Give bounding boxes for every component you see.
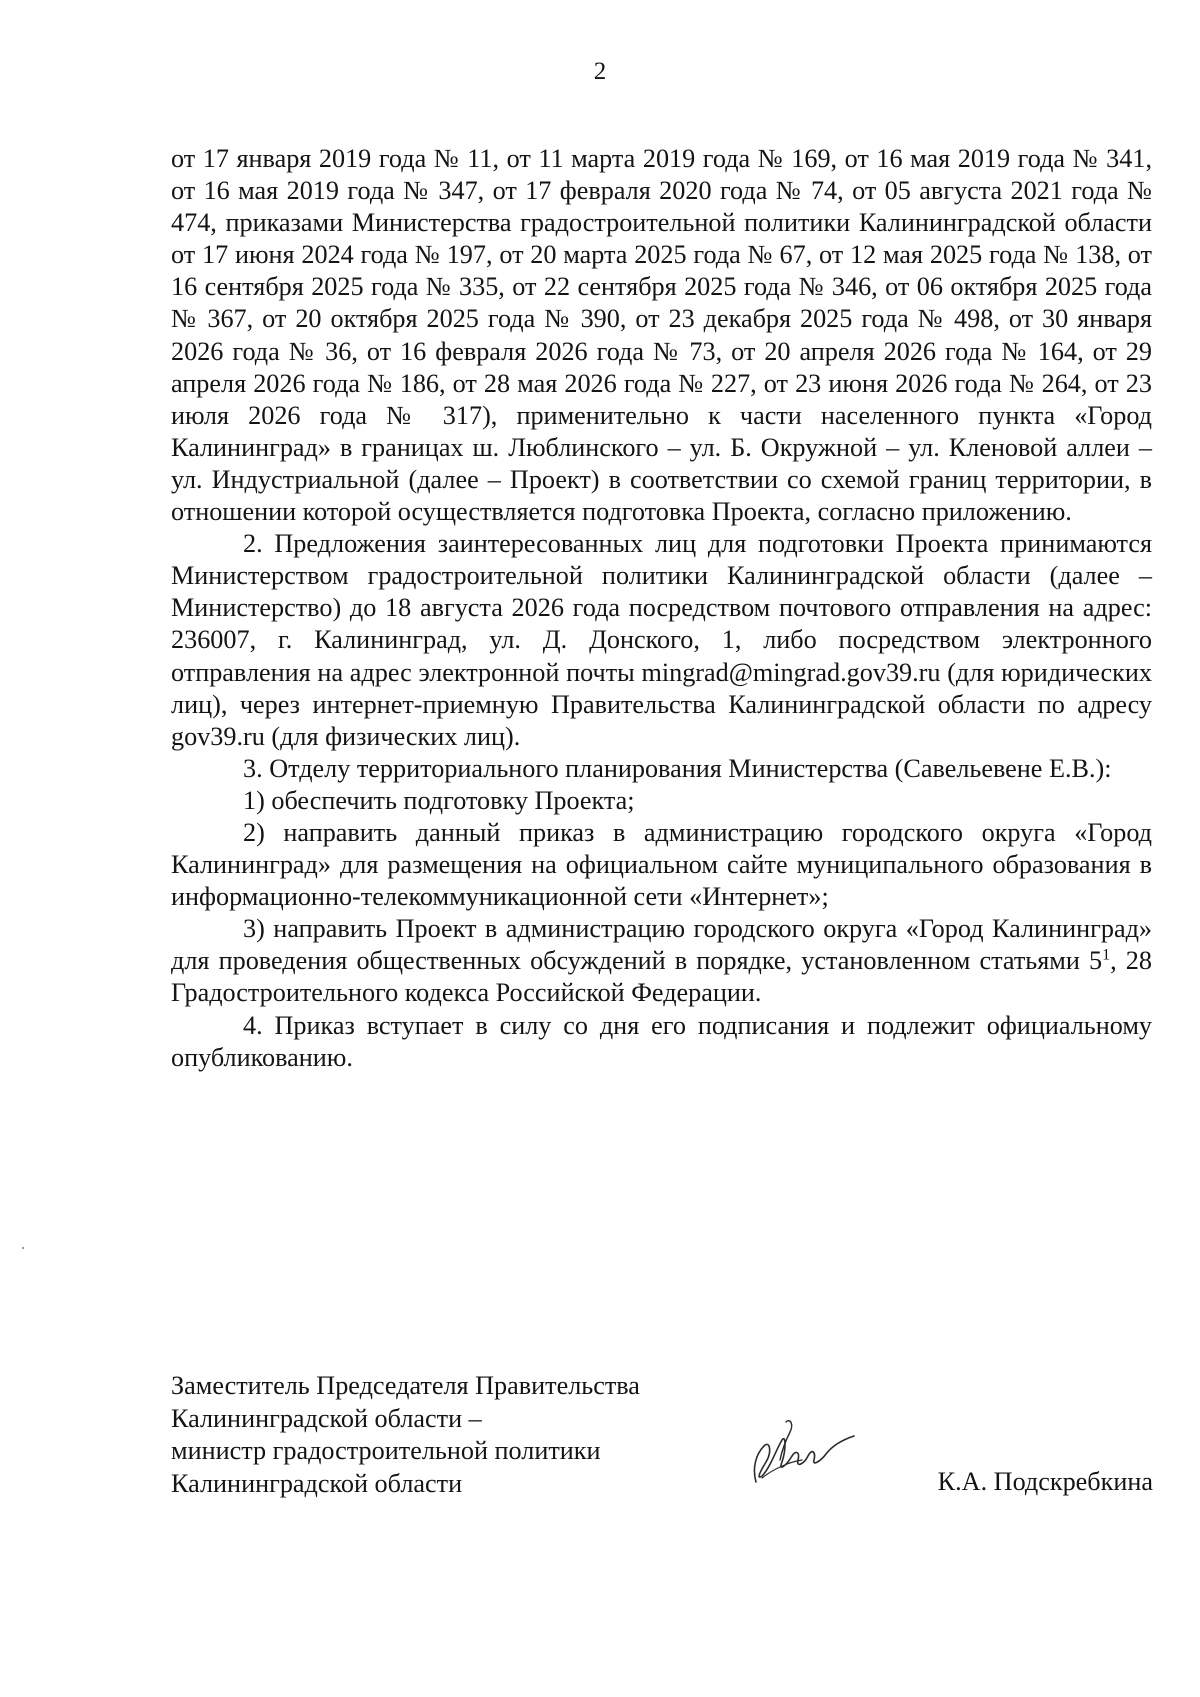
signer-name: К.А. Подскребкина: [937, 1467, 1153, 1496]
paragraph-4: 4. Приказ вступает в силу со дня его подписания и подлежит официальному опубликованию.: [171, 1010, 1152, 1072]
scan-speck: [22, 1247, 24, 1249]
signer-title-line-2: Калининградской области –: [171, 1403, 482, 1433]
signer-title-line-4: Калининградской области: [171, 1468, 463, 1498]
item-3-text-after: , 28 Градостроительного кодекса Российской Федерации.: [171, 946, 1152, 1008]
signer-title-line-1: Заместитель Председателя Правительства: [171, 1371, 640, 1400]
paragraph-3-item-1: 1) обеспечить подготовку Проекта;: [243, 785, 635, 815]
handwritten-signature: [742, 1410, 862, 1490]
signer-title-block: [171, 1370, 640, 1500]
page-number: 2: [593, 58, 607, 85]
signer-title-line-3: министр градостроительной политики: [171, 1436, 601, 1465]
item-3-superscript: 1: [1102, 946, 1111, 964]
paragraph-3-item-2: 2) направить данный приказ в администрацию городского округа «Город Калининград» для размещения на официальном сайте муниципального образования в информационно-телекоммуникационной сети «Интернет»;: [171, 817, 1152, 912]
item-3-text-before: 3) направить Проект в администрацию городского округа «Город Калининград» для проведения общественных обсуждений в порядке, установленном статьями 5: [171, 914, 1152, 976]
document-body: [171, 143, 1152, 1074]
paragraph-3-item-3: [171, 913, 1152, 1009]
paragraph-2: 2. Предложения заинтересованных лиц для подготовки Проекта принимаются Министерством градостроительной политики Калининградской области (далее – Министерство) до 18 августа 2026 года посредством почтового отправления на адрес: 236007, г. Калининград, ул. Д. Донского, 1, либо посредством электронного отправления на адрес электронной почты mingrad@mingrad.gov39.ru (для юридических лиц), через интернет-приемную Правительства Калининградской области по адресу gov39.ru (для физических лиц).: [171, 529, 1152, 751]
paragraph-1-continuation: от 17 января 2019 года № 11, от 11 марта 2019 года № 169, от 16 мая 2019 года № 341, от 16 мая 2019 года № 347, от 17 февраля 2020 года № 74, от 05 августа 2021 года № 474, приказами Министерства градостроительной политики Калининградской области от 17 июня 2024 года № 197, от 20 марта 2025 года № 67, от 12 мая 2025 года № 138, от 16 сентября 2025 года № 335, от 22 сентября 2025 года № 346, от 06 октября 2025 года № 367, от 20 октября 2025 года № 390, от 23 декабря 2025 года № 498, от 30 января 2026 года № 36, от 16 февраля 2026 года № 73, от 20 апреля 2026 года № 164, от 29 апреля 2026 года № 186, от 28 мая 2026 года № 227, от 23 июня 2026 года № 264, от 23 июля 2026 года № 317), применительно к части населенного пункта «Город Калининград» в границах ш. Люблинского – ул. Б. Окружной – ул. Кленовой аллеи – ул. Индустриальной (далее – Проект) в соответствии со схемой границ территории, в отношении которой осуществляется подготовка Проекта, согласно приложению.: [171, 144, 1152, 527]
paragraph-3: 3. Отделу территориального планирования Министерства (Савельевене Е.В.):: [243, 753, 1112, 783]
